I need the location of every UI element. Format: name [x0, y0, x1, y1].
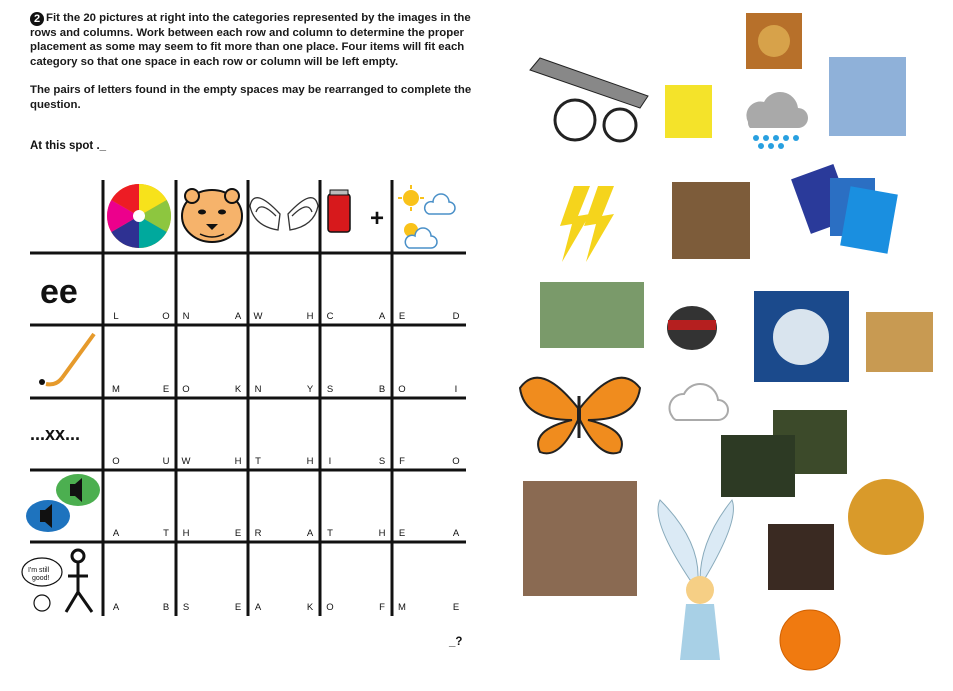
grid-letter: M: [112, 384, 120, 395]
question-blank: _?: [449, 636, 463, 648]
grid-letter: H: [306, 311, 314, 322]
grid-letter: H: [234, 456, 242, 467]
orange-fruit: [780, 610, 840, 670]
instruction-paragraph-2: The pairs of letters found in the empty spaces may be rearranged to complete the question.: [30, 84, 472, 111]
svg-text:good!: good!: [32, 575, 50, 582]
grid-letter: U: [162, 456, 170, 467]
grid-letter: I: [328, 456, 332, 467]
lightning-icon: [560, 186, 614, 262]
grid-letter: E: [452, 602, 460, 613]
row-label-xx: ...xx...: [30, 424, 81, 444]
grid-letter: N: [182, 311, 190, 322]
grid-letter: F: [379, 602, 385, 613]
grid-letter: O: [162, 311, 170, 322]
grid-letter: O: [112, 456, 120, 467]
grid-letter: H: [182, 528, 190, 539]
grid-letter: N: [254, 384, 262, 395]
fairy-picture: [658, 500, 733, 660]
grid-letter: Y: [306, 384, 314, 395]
grid-letter: T: [327, 528, 333, 539]
panther-photo: [721, 410, 847, 497]
butterfly-picture: [520, 378, 640, 454]
grid-letter: O: [452, 456, 460, 467]
grid-letter: R: [254, 528, 262, 539]
rain-cloud-icon: [746, 92, 808, 149]
singer-photo: [523, 481, 637, 596]
grid-letter: E: [234, 528, 242, 539]
grid-letter: E: [162, 384, 170, 395]
grid-letter: E: [234, 602, 242, 613]
grid-letter: B: [378, 384, 386, 395]
grid-letter: A: [378, 311, 386, 322]
grid-letter: E: [398, 528, 406, 539]
grid-letter: W: [253, 311, 263, 322]
grid-letter: A: [234, 311, 242, 322]
grid-letter: E: [398, 311, 406, 322]
grid-letter: O: [182, 384, 190, 395]
grid-letter: D: [452, 311, 460, 322]
grid-letter: S: [326, 384, 334, 395]
cloud-outline-icon: [669, 384, 728, 420]
cheetah-photo: [866, 312, 933, 372]
prompt-text: At this spot ._: [30, 140, 107, 152]
cannon-photo: [518, 40, 654, 152]
grid-letter: S: [182, 602, 190, 613]
fighter-jets-photo: [829, 57, 906, 136]
lynx-photo: [672, 182, 750, 259]
yellow-square: [665, 85, 712, 138]
man-tuxedo-photo: [768, 524, 834, 590]
row-label-ee: ee: [40, 273, 78, 311]
grid-letter: A: [112, 602, 120, 613]
grid-letter: L: [113, 311, 119, 322]
grid-letter: A: [452, 528, 460, 539]
instruction-text-1: Fit the 20 pictures at right into the categories represented by the images in the rows and columns. Work between each row and column to determine the proper placement as some may seem to fit more than one place. Four items will fit each category so that one space in each row or column will be left empty.: [30, 12, 471, 68]
grid-letter: O: [398, 384, 406, 395]
canal-photo: [540, 282, 644, 348]
grid-letter: H: [306, 456, 314, 467]
grid-letter: M: [398, 602, 406, 613]
grid-letter: A: [254, 602, 262, 613]
question-number: 2: [30, 12, 44, 26]
grid-letter: I: [454, 384, 458, 395]
grid-letter: O: [326, 602, 334, 613]
blue-papers: [791, 164, 898, 254]
grid-letter: F: [399, 456, 405, 467]
grid-letter: K: [234, 384, 242, 395]
grid-letter: T: [255, 456, 261, 467]
grid-letter: W: [181, 456, 191, 467]
bubble-text: I'm still: [28, 567, 50, 574]
grid-letter: K: [306, 602, 314, 613]
grid-letter: A: [112, 528, 120, 539]
grid-letter: C: [326, 311, 334, 322]
grid-letter: S: [378, 456, 386, 467]
canteen-photo: [667, 306, 717, 350]
grid-letter: A: [306, 528, 314, 539]
grid-letter: T: [163, 528, 169, 539]
svg-text:+: +: [370, 205, 385, 232]
grid-letter: H: [378, 528, 386, 539]
grid-letter: B: [162, 602, 170, 613]
bees-honeycomb-photo: [848, 479, 924, 555]
